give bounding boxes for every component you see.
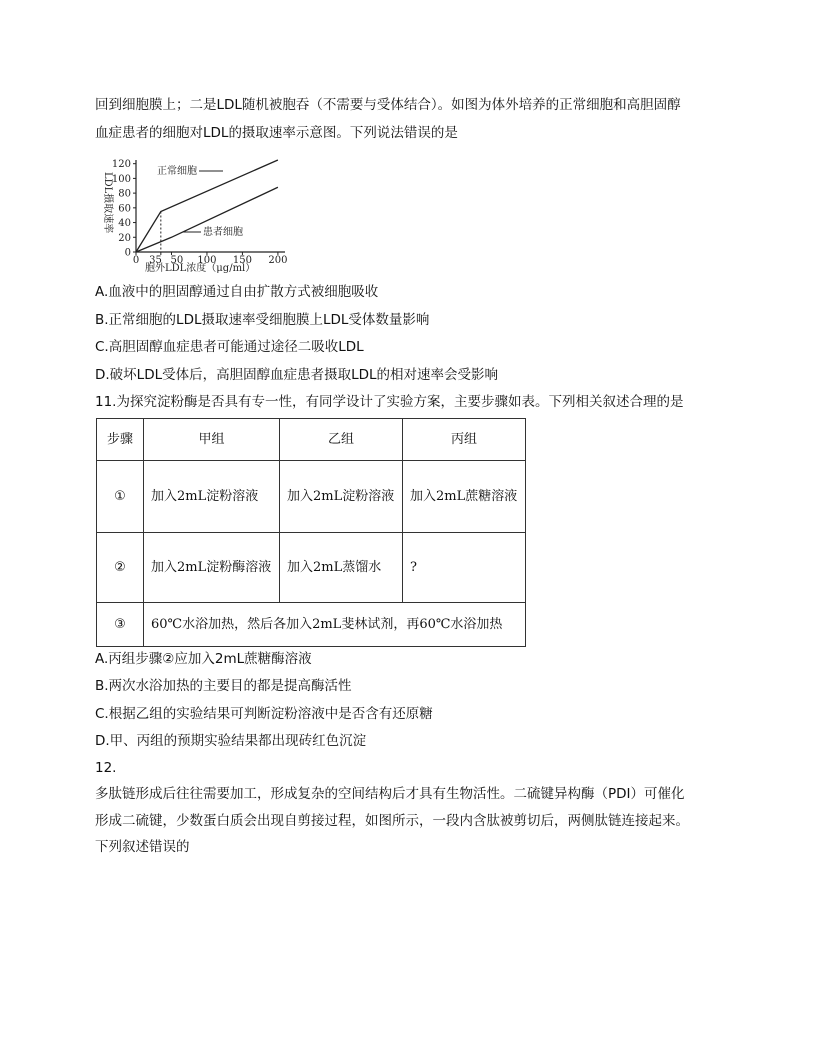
q11-option-c: C.根据乙组的实验结果可判断淀粉溶液中是否含有还原糖 [95,706,433,722]
table-cell: 加入2mL淀粉酶溶液 [144,533,280,603]
table-cell: ? [403,533,526,603]
q12-line-2: 形成二硫键，少数蛋白质会出现自剪接过程，如图所示，一段内含肽被剪切后，两侧肽链连接起来。 [95,813,689,829]
q11-option-a: A.丙组步骤②应加入2mL蔗糖酶溶液 [95,651,312,667]
intro-line-1: 回到细胞膜上；二是LDL随机被胞吞（不需要与受体结合）。如图为体外培养的正常细胞和高胆固醇 [95,97,681,113]
y-tick-label: 40 [118,218,131,230]
x-tick-label: 150 [232,255,252,266]
table-cell: ③ [97,603,144,647]
series-line-1 [136,187,278,252]
table-cell: 加入2mL蔗糖溶液 [403,461,526,533]
q11-option-b: B.两次水浴加热的主要目的都是提高酶活性 [95,678,352,694]
table-cell: 加入2mL蒸馏水 [280,533,403,603]
y-tick-label: 100 [111,173,131,185]
series-label-patient-cell: 患者细胞 [203,227,243,238]
q10-option-d: D.破坏LDL受体后，高胆固醇血症患者摄取LDL的相对速率会受影响 [95,367,499,383]
table-header: 步骤 [97,419,144,461]
table-cell: 加入2mL淀粉溶液 [144,461,280,533]
x-axis-label: 胞外LDL浓度（μg/ml） [145,263,256,274]
ldl-uptake-chart [95,152,295,276]
x-tick-label: 35 [149,255,162,266]
series-label-normal-cell: 正常细胞 [157,166,197,177]
x-tick-label: 100 [197,255,217,266]
q12-number: 12. [95,760,117,776]
y-tick-label: 80 [118,188,131,200]
y-tick-label: 60 [118,203,131,215]
q11-stem: 11.为探究淀粉酶是否具有专一性，有同学设计了实验方案，主要步骤如表。下列相关叙述合理的是 [95,394,684,410]
table-row [97,533,526,603]
y-axis-label: LDL摄取速率 [102,172,113,234]
intro-line-2: 血症患者的细胞对LDL的摄取速率示意图。下列说法错误的是 [95,125,458,141]
table-cell: 60℃水浴加热，然后各加入2mL斐林试剂，再60℃水浴加热 [144,603,526,647]
q10-option-b: B.正常细胞的LDL摄取速率受细胞膜上LDL受体数量影响 [95,312,430,328]
q11-option-d: D.甲、丙组的预期实验结果都出现砖红色沉淀 [95,733,367,749]
table-row [97,461,526,533]
y-tick-label: 120 [111,159,131,171]
x-tick-label: 0 [132,255,140,266]
table-cell: ① [97,461,144,533]
table-row [97,603,526,647]
y-tick-label: 0 [124,247,131,259]
table-header-row [97,419,526,461]
y-axis-ticks [112,159,136,258]
table-cell: 加入2mL淀粉溶液 [280,461,403,533]
q12-line-1: 多肽链形成后往往需要加工，形成复杂的空间结构后才具有生物活性。二硫键异构酶（PDI）可催化 [95,786,685,802]
y-tick-label: 20 [118,232,131,244]
q10-option-a: A.血液中的胆固醇通过自由扩散方式被细胞吸收 [95,284,379,300]
q10-option-c: C.高胆固醇血症患者可能通过途径二吸收LDL [95,339,364,355]
q12-line-3: 下列叙述错误的 [95,839,190,855]
table-cell: ② [97,533,144,603]
table-header: 乙组 [280,419,403,461]
experiment-table [96,418,526,647]
x-tick-label: 50 [170,255,184,266]
table-header: 甲组 [144,419,280,461]
x-tick-label: 200 [268,255,288,266]
table-header: 丙组 [403,419,526,461]
